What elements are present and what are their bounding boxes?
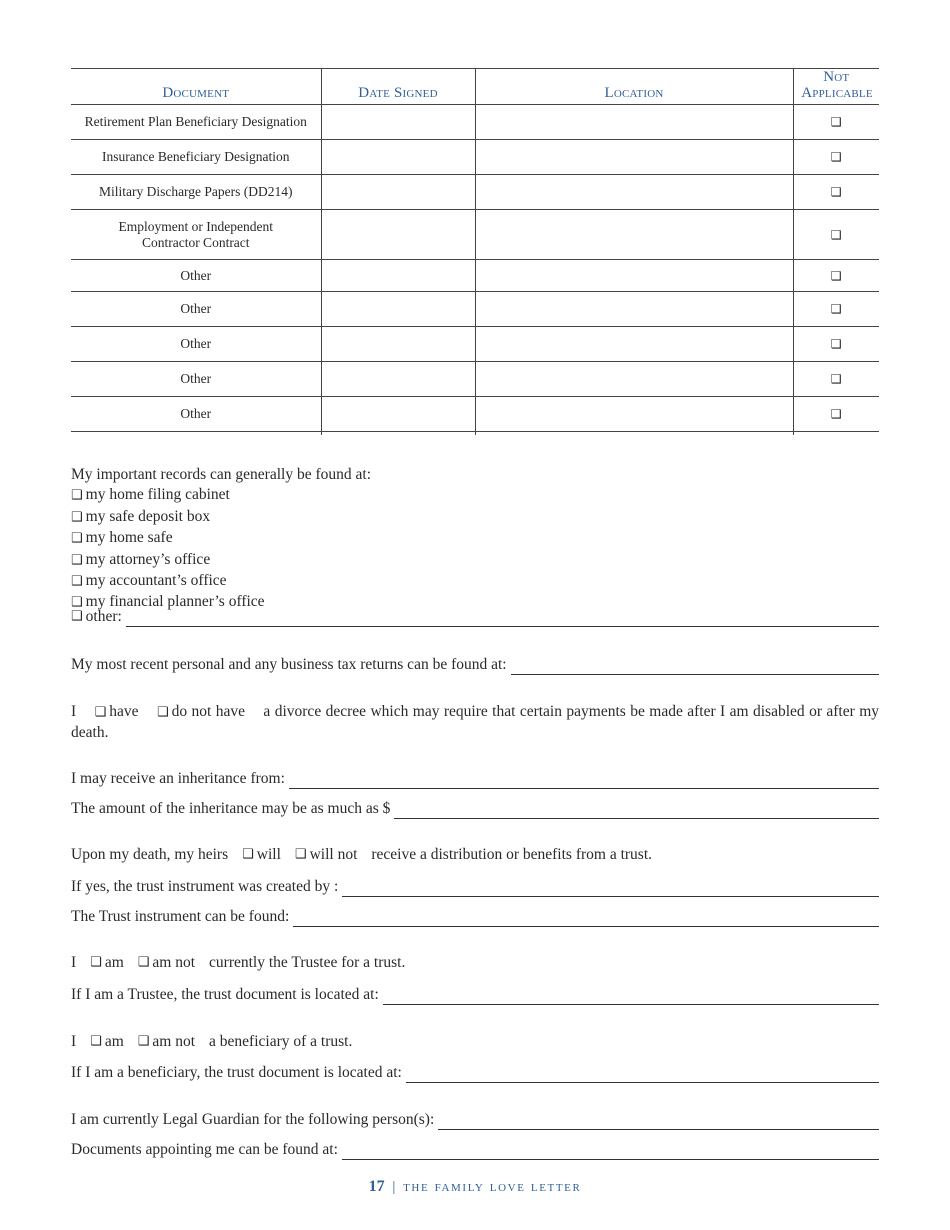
checkbox-icon[interactable]: ❑ (242, 847, 254, 862)
checkbox-icon[interactable]: ❑ (71, 488, 83, 504)
guardian-persons-field[interactable] (438, 1114, 879, 1130)
tax-returns-label: My most recent personal and any business tax returns can be found at: (71, 656, 507, 673)
table-header-row (71, 69, 879, 105)
trustee-location-line (71, 985, 879, 1005)
date-signed-cell[interactable] (321, 210, 475, 260)
checkbox-icon[interactable]: ❑ (90, 1034, 102, 1049)
beneficiary-location-label: If I am a beneficiary, the trust document is located at: (71, 1064, 402, 1081)
location-cell[interactable] (475, 140, 793, 175)
record-option-label: my home safe (85, 529, 173, 547)
trust-distribution-prefix: Upon my death, my heirs (71, 846, 229, 863)
divorce-option-do-not-have[interactable]: do not have (171, 703, 245, 720)
document-name: Other (71, 397, 321, 432)
date-signed-cell[interactable] (321, 175, 475, 210)
record-option-attorney-office[interactable] (71, 550, 371, 571)
date-signed-cell[interactable] (321, 327, 475, 362)
record-option-label: my accountant’s office (85, 572, 227, 590)
table-row (71, 362, 879, 397)
header-location: Location (475, 69, 793, 105)
date-signed-cell[interactable] (321, 397, 475, 432)
location-cell[interactable] (475, 105, 793, 140)
inheritance-amount-line (71, 799, 879, 819)
document-name: Insurance Beneficiary Designation (71, 140, 321, 175)
table-row (71, 327, 879, 362)
trustee-location-field[interactable] (383, 989, 879, 1005)
record-option-label: my attorney’s office (85, 550, 211, 568)
tax-returns-location-field[interactable] (511, 659, 879, 675)
beneficiary-statement (71, 1032, 879, 1052)
checkbox-icon: ❑ (830, 302, 842, 316)
date-signed-cell[interactable] (321, 292, 475, 327)
records-heading: My important records can generally be found at: (71, 466, 371, 483)
checkbox-icon[interactable]: ❑ (90, 955, 102, 970)
checkbox-icon[interactable]: ❑ (71, 531, 83, 547)
divorce-prefix: I (71, 703, 77, 720)
not-applicable-checkbox[interactable] (793, 175, 879, 210)
document-name: Other (71, 260, 321, 292)
checkbox-icon[interactable]: ❑ (71, 595, 83, 611)
trust-found-label: The Trust instrument can be found: (71, 908, 290, 925)
not-applicable-checkbox[interactable] (793, 362, 879, 397)
trustee-option-am[interactable]: am (104, 954, 124, 971)
table-row (71, 175, 879, 210)
divorce-suffix: a divorce decree which may require that certain payments be made after I am disabled or after my death. (71, 703, 880, 741)
record-option-label: my safe deposit box (85, 507, 211, 525)
checkbox-icon[interactable]: ❑ (71, 574, 83, 590)
guardian-label: I am currently Legal Guardian for the following person(s): (71, 1111, 435, 1128)
location-cell[interactable] (475, 292, 793, 327)
record-option-other (71, 607, 879, 627)
checkbox-icon: ❑ (830, 407, 842, 421)
not-applicable-checkbox[interactable] (793, 327, 879, 362)
records-section (71, 465, 371, 614)
location-cell[interactable] (475, 397, 793, 432)
record-option-home-filing-cabinet[interactable] (71, 485, 371, 506)
other-location-field[interactable] (126, 611, 879, 627)
divorce-decree-statement (71, 702, 879, 743)
document-name: Military Discharge Papers (DD214) (71, 175, 321, 210)
tax-returns-line (71, 655, 879, 675)
column-tail (475, 430, 476, 435)
checkbox-icon: ❑ (830, 372, 842, 386)
beneficiary-location-line (71, 1063, 879, 1083)
table-row (71, 260, 879, 292)
inheritance-from-line (71, 769, 879, 789)
checkbox-icon: ❑ (830, 227, 842, 242)
checkbox-icon: ❑ (830, 150, 842, 164)
record-option-accountant-office[interactable] (71, 571, 371, 592)
trust-distribution-statement (71, 845, 879, 865)
footer-separator: | (392, 1179, 396, 1195)
record-option-safe-deposit-box[interactable] (71, 507, 371, 528)
table-row (71, 210, 879, 260)
date-signed-cell[interactable] (321, 260, 475, 292)
document-name: Other (71, 362, 321, 397)
trust-distribution-option-will-not[interactable]: will not (309, 846, 358, 863)
date-signed-cell[interactable] (321, 362, 475, 397)
checkbox-icon: ❑ (830, 337, 842, 351)
document-name: Other (71, 327, 321, 362)
inheritance-amount-field[interactable] (394, 803, 879, 819)
documents-table (71, 68, 879, 432)
trust-created-by-label: If yes, the trust instrument was created by : (71, 878, 339, 895)
not-applicable-checkbox[interactable] (793, 260, 879, 292)
location-cell[interactable] (475, 210, 793, 260)
record-option-label: my home filing cabinet (85, 486, 230, 504)
header-not-applicable-label: Not Applicable (801, 69, 873, 101)
checkbox-icon[interactable]: ❑ (94, 705, 107, 720)
trustee-location-label: If I am a Trustee, the trust document is located at: (71, 986, 379, 1003)
trustee-prefix: I (71, 954, 77, 971)
trustee-option-am-not[interactable]: am not (152, 954, 196, 971)
checkbox-icon[interactable]: ❑ (71, 509, 83, 525)
location-cell[interactable] (475, 327, 793, 362)
not-applicable-checkbox[interactable] (793, 210, 879, 260)
trust-distribution-suffix: receive a distribution or benefits from a trust. (371, 846, 653, 863)
not-applicable-checkbox[interactable] (793, 397, 879, 432)
checkbox-icon: ❑ (830, 268, 842, 283)
beneficiary-prefix: I (71, 1033, 77, 1050)
beneficiary-suffix: a beneficiary of a trust. (209, 1033, 353, 1050)
document-name (71, 210, 321, 260)
document-name: Retirement Plan Beneficiary Designation (71, 105, 321, 140)
date-signed-cell[interactable] (321, 140, 475, 175)
date-signed-cell[interactable] (321, 105, 475, 140)
column-tail (321, 430, 322, 435)
page-footer (0, 1178, 950, 1196)
divorce-option-have[interactable]: have (109, 703, 139, 720)
trust-created-by-field[interactable] (342, 881, 879, 897)
checkbox-icon[interactable]: ❑ (137, 1034, 150, 1049)
checkbox-icon[interactable]: ❑ (294, 847, 307, 862)
table-row (71, 140, 879, 175)
record-option-label: other: (85, 608, 122, 625)
inheritance-from-field[interactable] (289, 773, 879, 789)
checkbox-icon[interactable]: ❑ (137, 955, 150, 970)
guardian-documents-line (71, 1140, 879, 1160)
location-cell[interactable] (475, 175, 793, 210)
checkbox-icon[interactable]: ❑ (71, 552, 83, 568)
not-applicable-checkbox[interactable] (793, 105, 879, 140)
checkbox-icon[interactable]: ❑ (71, 609, 83, 624)
trust-found-field[interactable] (293, 911, 879, 927)
document-name: Other (71, 292, 321, 327)
table-row (71, 397, 879, 432)
not-applicable-checkbox[interactable] (793, 292, 879, 327)
checkbox-icon: ❑ (830, 115, 842, 129)
not-applicable-checkbox[interactable] (793, 140, 879, 175)
guardian-line (71, 1110, 879, 1130)
beneficiary-option-am[interactable]: am (104, 1033, 124, 1050)
trustee-suffix: currently the Trustee for a trust. (209, 954, 406, 971)
document-name-text: Employment or Independent Contractor Contract (118, 218, 273, 250)
trust-found-line (71, 907, 879, 927)
record-option-label: my financial planner’s office (85, 593, 265, 611)
column-tail (793, 430, 794, 435)
guardian-documents-field[interactable] (342, 1144, 879, 1160)
trust-distribution-option-will[interactable]: will (256, 846, 281, 863)
table-row (71, 292, 879, 327)
beneficiary-location-field[interactable] (406, 1067, 879, 1083)
page-number: 17 (368, 1178, 385, 1195)
location-cell[interactable] (475, 362, 793, 397)
checkbox-icon: ❑ (830, 185, 842, 199)
trustee-statement (71, 953, 879, 973)
checkbox-icon[interactable]: ❑ (156, 705, 169, 720)
header-not-applicable (793, 69, 879, 105)
inheritance-from-label: I may receive an inheritance from: (71, 770, 285, 787)
header-document: Document (71, 69, 321, 105)
header-date-signed: Date Signed (321, 69, 475, 105)
inheritance-amount-label: The amount of the inheritance may be as much as $ (71, 800, 391, 817)
location-cell[interactable] (475, 260, 793, 292)
trust-created-by-line (71, 877, 879, 897)
record-option-home-safe[interactable] (71, 528, 371, 549)
footer-title: the family love letter (403, 1179, 582, 1195)
beneficiary-option-am-not[interactable]: am not (152, 1033, 196, 1050)
table-row (71, 105, 879, 140)
guardian-documents-label: Documents appointing me can be found at: (71, 1141, 338, 1158)
